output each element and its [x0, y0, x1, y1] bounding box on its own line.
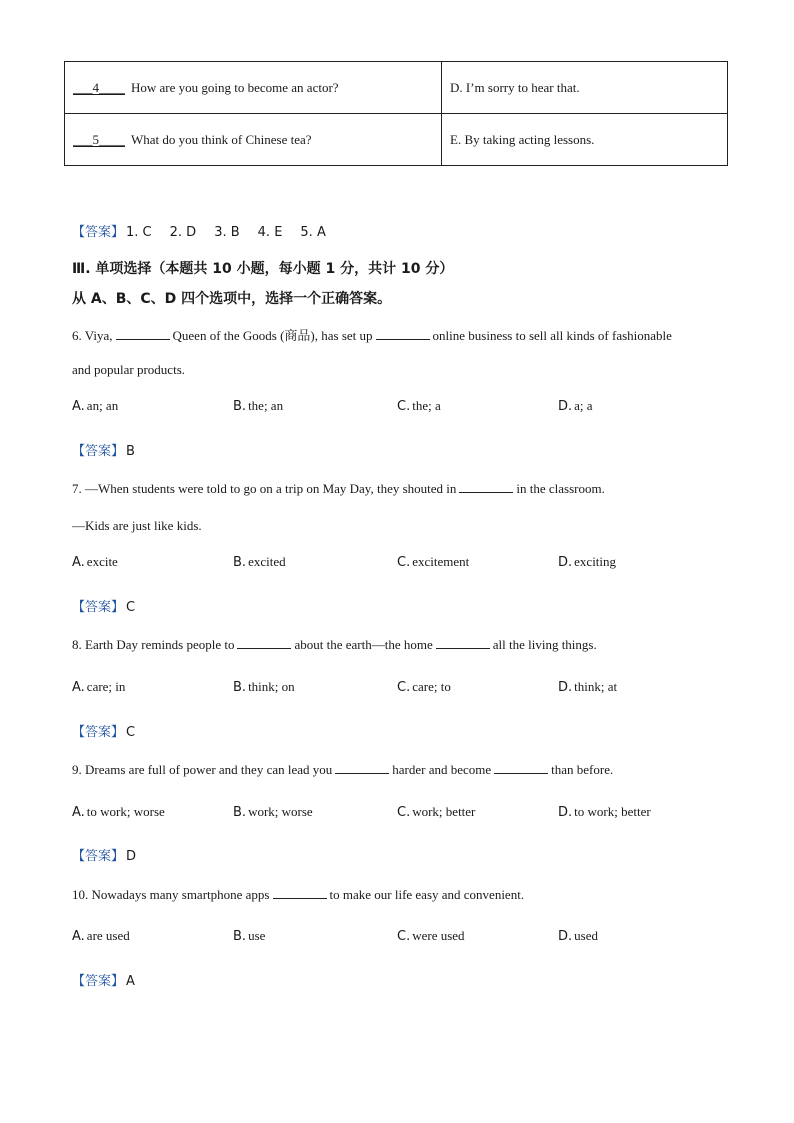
question-10: [72, 887, 524, 903]
option-letter: C.: [397, 805, 411, 820]
question-part: all the living things.: [492, 637, 597, 652]
answer-blank: [436, 637, 490, 649]
option-text: were used: [412, 928, 465, 943]
answer-blank: [237, 637, 291, 649]
table-cell-question: [65, 62, 442, 114]
option-text: care; to: [412, 679, 451, 694]
table-cell-question: [65, 114, 442, 166]
answer-value: C: [126, 725, 136, 740]
option-d: [558, 554, 616, 570]
option-text: an; an: [86, 398, 119, 413]
answer-key-q6: [72, 440, 135, 459]
option-text: use: [248, 928, 266, 943]
option-b: [233, 804, 313, 820]
option-c: [397, 928, 465, 944]
answer-key-q10: [72, 970, 135, 989]
question-part: Nowadays many smartphone apps: [91, 887, 270, 902]
option-letter: B.: [233, 929, 247, 944]
matching-table: [64, 61, 728, 166]
option-text: exciting: [574, 554, 617, 569]
question-part: to make our life easy and convenient.: [329, 887, 525, 902]
option-letter: C.: [397, 680, 411, 695]
answer-item: 3. B: [214, 225, 240, 240]
option-text: used: [574, 928, 598, 943]
option-a: [72, 398, 118, 414]
question-6: [72, 325, 672, 344]
answer-value: D: [126, 849, 137, 864]
answer-tag: 【答案】: [72, 444, 125, 459]
answer-item: 1. C: [126, 225, 152, 240]
section-title: Ⅲ. 单项选择（本题共 10 小题，每小题 1 分，共计 10 分）: [72, 261, 454, 277]
option-text: work; better: [412, 804, 476, 819]
option-letter: C.: [397, 555, 411, 570]
question-number: 9.: [72, 762, 82, 777]
answer-value: B: [126, 444, 135, 459]
option-letter: D.: [558, 399, 573, 414]
table-cell-response: D. I’m sorry to hear that.: [442, 62, 728, 114]
answer-key-q8: [72, 721, 135, 740]
option-text: think; on: [248, 679, 295, 694]
option-letter: A.: [72, 929, 85, 944]
option-c: [397, 804, 475, 820]
answer-blank: [494, 762, 548, 774]
question-number: 6.: [72, 328, 82, 343]
option-c: [397, 679, 451, 695]
answer-blank: [335, 762, 389, 774]
question-7: [72, 481, 605, 497]
answer-value: C: [126, 600, 136, 615]
answer-key-q9: [72, 845, 136, 864]
option-letter: D.: [558, 555, 573, 570]
question-number: 10.: [72, 887, 89, 902]
section-instruction: 从 A、B、C、D 四个选项中，选择一个正确答案。: [72, 291, 392, 307]
question-8: [72, 637, 597, 653]
option-a: [72, 554, 118, 570]
option-letter: B.: [233, 680, 247, 695]
option-b: [233, 928, 265, 944]
option-text: excite: [86, 554, 118, 569]
question-part: —When students were told to go on a trip on May Day, they shouted in: [85, 481, 457, 496]
option-text: work; worse: [248, 804, 313, 819]
question-number: 7.: [72, 481, 82, 496]
option-letter: A.: [72, 680, 85, 695]
question-part: than before.: [551, 762, 614, 777]
question-9: [72, 762, 613, 778]
answer-tag: 【答案】: [72, 225, 125, 240]
option-letter: B.: [233, 805, 247, 820]
option-text: care; in: [86, 679, 126, 694]
option-text: excitement: [412, 554, 470, 569]
option-d: [558, 679, 617, 695]
option-text: the; a: [412, 398, 441, 413]
option-a: [72, 928, 130, 944]
option-text: think; at: [574, 679, 618, 694]
option-b: [233, 679, 295, 695]
option-d: [558, 804, 651, 820]
option-d: [558, 398, 593, 414]
table-row: [65, 114, 728, 166]
option-a: [72, 804, 165, 820]
option-d: [558, 928, 598, 944]
question-part: online business to sell all kinds of fashionable: [432, 328, 672, 343]
option-text: the; an: [248, 398, 284, 413]
answer-blank: [376, 328, 430, 340]
answer-value: A: [126, 974, 135, 989]
option-letter: B.: [233, 399, 247, 414]
answer-tag: 【答案】: [72, 974, 125, 989]
option-letter: D.: [558, 929, 573, 944]
answer-tag: 【答案】: [72, 600, 125, 615]
option-letter: C.: [397, 399, 411, 414]
option-b: [233, 398, 283, 414]
option-text: to work; worse: [86, 804, 165, 819]
question-part: Queen of the Goods (商品), has set up: [172, 328, 373, 343]
table-cell-response: E. By taking acting lessons.: [442, 114, 728, 166]
option-text: excited: [248, 554, 286, 569]
answer-blank: [459, 481, 513, 493]
question-part: harder and become: [392, 762, 492, 777]
question-part: in the classroom.: [516, 481, 605, 496]
answer-key-matching: [72, 221, 344, 240]
option-text: are used: [86, 928, 130, 943]
blank-number: ___5____: [73, 131, 125, 147]
answer-blank: [273, 887, 327, 899]
option-letter: A.: [72, 805, 85, 820]
option-letter: A.: [72, 555, 85, 570]
question-part: Earth Day reminds people to: [85, 637, 235, 652]
question-continuation: and popular products.: [72, 362, 186, 377]
question-part: Viya,: [84, 328, 113, 343]
answer-blank: [116, 328, 170, 340]
option-letter: A.: [72, 399, 85, 414]
option-a: [72, 679, 125, 695]
option-letter: D.: [558, 805, 573, 820]
question-part: Dreams are full of power and they can lead you: [85, 762, 333, 777]
question-continuation: —Kids are just like kids.: [72, 518, 202, 533]
answer-item: 4. E: [257, 225, 283, 240]
option-c: [397, 398, 441, 414]
option-b: [233, 554, 286, 570]
question-part: about the earth—the home: [294, 637, 433, 652]
option-letter: B.: [233, 555, 247, 570]
answer-item: 2. D: [169, 225, 197, 240]
answer-tag: 【答案】: [72, 849, 125, 864]
option-letter: D.: [558, 680, 573, 695]
answer-item: 5. A: [300, 225, 326, 240]
option-text: to work; better: [574, 804, 651, 819]
option-text: a; a: [574, 398, 593, 413]
question-text: What do you think of Chinese tea?: [131, 131, 312, 147]
option-c: [397, 554, 469, 570]
answer-key-q7: [72, 596, 135, 615]
blank-number: ___4____: [73, 79, 125, 95]
question-number: 8.: [72, 637, 82, 652]
table-row: [65, 62, 728, 114]
option-letter: C.: [397, 929, 411, 944]
question-text: How are you going to become an actor?: [131, 79, 339, 95]
answer-tag: 【答案】: [72, 725, 125, 740]
